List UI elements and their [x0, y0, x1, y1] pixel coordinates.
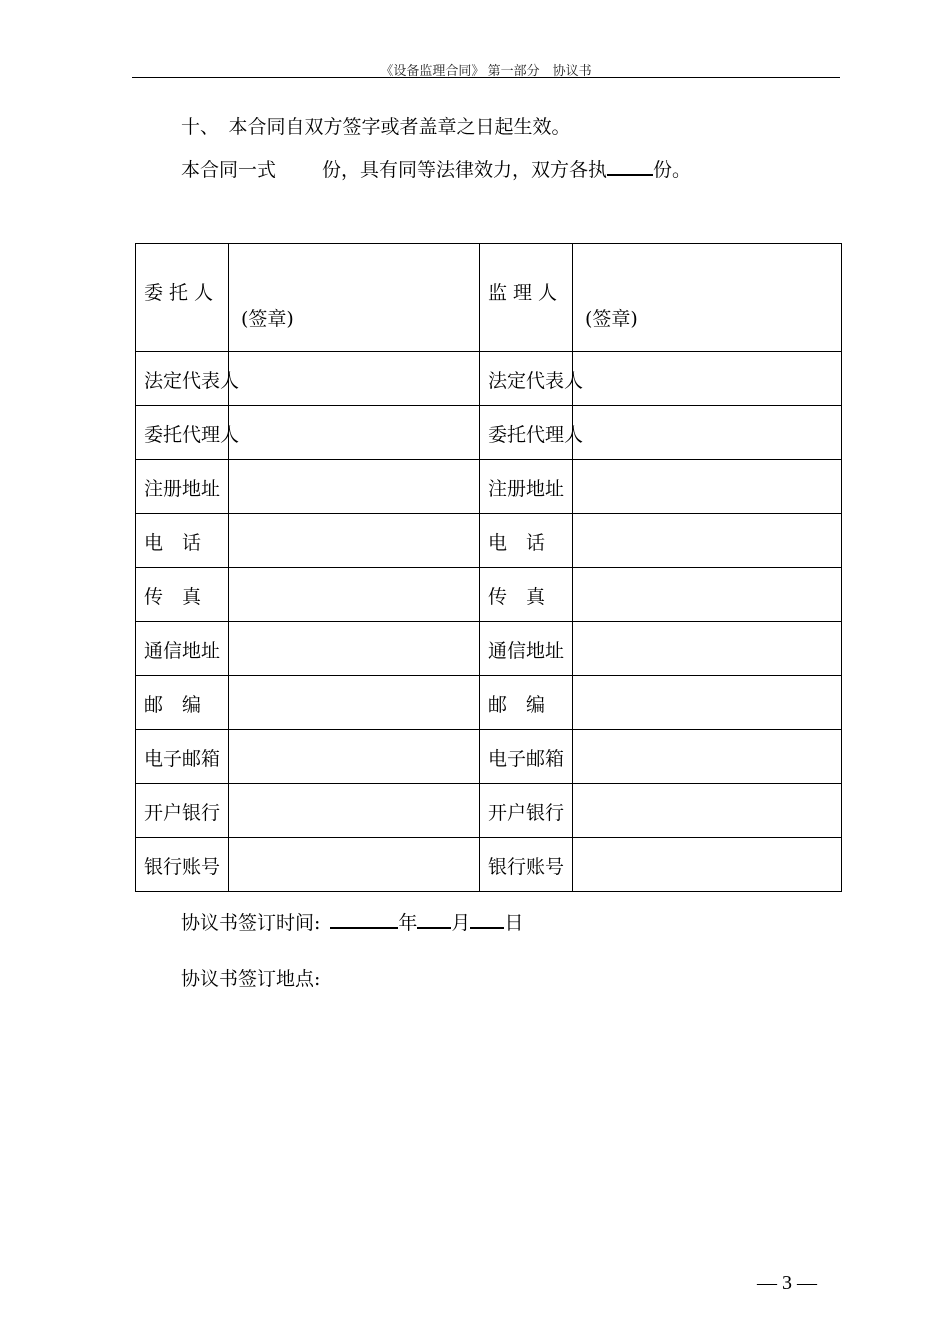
- supervisor-field-value: [573, 352, 842, 406]
- client-label: 委托人: [144, 282, 220, 304]
- client-field-label: 传 真: [144, 586, 202, 608]
- table-row: [136, 460, 842, 514]
- table-row: [136, 838, 842, 892]
- copies-text-a: 本合同一式: [181, 158, 277, 181]
- table-row: [136, 622, 842, 676]
- client-field-label: 银行账号: [144, 856, 221, 878]
- client-seal-label: (签章): [241, 308, 294, 330]
- supervisor-label-cell: [480, 244, 573, 352]
- parties-table: [135, 243, 842, 892]
- client-field-value: [229, 352, 480, 406]
- copies-text-b: 份，具有同等法律效力，双方各执: [322, 158, 608, 181]
- client-field-label: 邮 编: [144, 694, 202, 716]
- supervisor-field-label: 银行账号: [488, 856, 565, 878]
- client-label-cell: [136, 244, 229, 352]
- client-field-label: 法定代表人: [144, 370, 240, 392]
- client-field-label: 开户银行: [144, 802, 221, 824]
- signing-time-line: [181, 907, 523, 935]
- signature-row: [136, 244, 842, 352]
- client-field-value: [229, 568, 480, 622]
- supervisor-field-label: 注册地址: [488, 478, 565, 500]
- supervisor-field-value: [573, 460, 842, 514]
- month-label: 月: [451, 911, 471, 934]
- day-label: 日: [504, 911, 524, 934]
- client-field-label: 通信地址: [144, 640, 221, 662]
- signing-time-label: 协议书签订时间:: [181, 911, 321, 934]
- copies-each-blank: [607, 154, 653, 176]
- copies-text-c: 份。: [653, 158, 692, 181]
- client-field-value: [229, 784, 480, 838]
- client-field-value: [229, 622, 480, 676]
- supervisor-field-label: 传 真: [488, 586, 546, 608]
- supervisor-field-label: 委托代理人: [488, 424, 584, 446]
- supervisor-seal-cell: [573, 244, 842, 352]
- client-field-value: [229, 460, 480, 514]
- signing-place-line: 协议书签订地点:: [181, 968, 321, 990]
- table-row: [136, 514, 842, 568]
- supervisor-seal-label: (签章): [585, 308, 638, 330]
- supervisor-field-label: 开户银行: [488, 802, 565, 824]
- table-row: [136, 730, 842, 784]
- supervisor-field-value: [573, 676, 842, 730]
- supervisor-field-value: [573, 838, 842, 892]
- year-label: 年: [398, 911, 418, 934]
- client-field-value: [229, 676, 480, 730]
- supervisor-field-label: 通信地址: [488, 640, 565, 662]
- supervisor-field-value: [573, 514, 842, 568]
- client-field-label: 电子邮箱: [144, 748, 221, 770]
- client-seal-cell: [229, 244, 480, 352]
- supervisor-field-value: [573, 406, 842, 460]
- supervisor-field-value: [573, 784, 842, 838]
- client-field-label: 注册地址: [144, 478, 221, 500]
- supervisor-label: 监理人: [488, 282, 564, 304]
- client-field-label: 电 话: [144, 532, 202, 554]
- page-number: — 3 —: [757, 1272, 817, 1294]
- client-field-value: [229, 406, 480, 460]
- table-row: [136, 352, 842, 406]
- table-row: [136, 568, 842, 622]
- client-field-value: [229, 730, 480, 784]
- header-rule: [132, 77, 840, 78]
- effective-clause: 十、 本合同自双方签字或者盖章之日起生效。: [181, 116, 571, 138]
- table-row: [136, 406, 842, 460]
- supervisor-field-label: 电子邮箱: [488, 748, 565, 770]
- client-field-label: 委托代理人: [144, 424, 240, 446]
- supervisor-field-label: 邮 编: [488, 694, 546, 716]
- supervisor-field-value: [573, 730, 842, 784]
- supervisor-field-value: [573, 568, 842, 622]
- running-header: 《设备监理合同》 第一部分 协议书: [380, 63, 592, 78]
- supervisor-field-value: [573, 622, 842, 676]
- month-blank: [417, 907, 451, 929]
- year-blank: [330, 907, 398, 929]
- copies-clause: [181, 154, 691, 182]
- client-field-value: [229, 514, 480, 568]
- table-row: [136, 784, 842, 838]
- client-field-value: [229, 838, 480, 892]
- table-row: [136, 676, 842, 730]
- supervisor-field-label: 法定代表人: [488, 370, 584, 392]
- day-blank: [470, 907, 504, 929]
- supervisor-field-label: 电 话: [488, 532, 546, 554]
